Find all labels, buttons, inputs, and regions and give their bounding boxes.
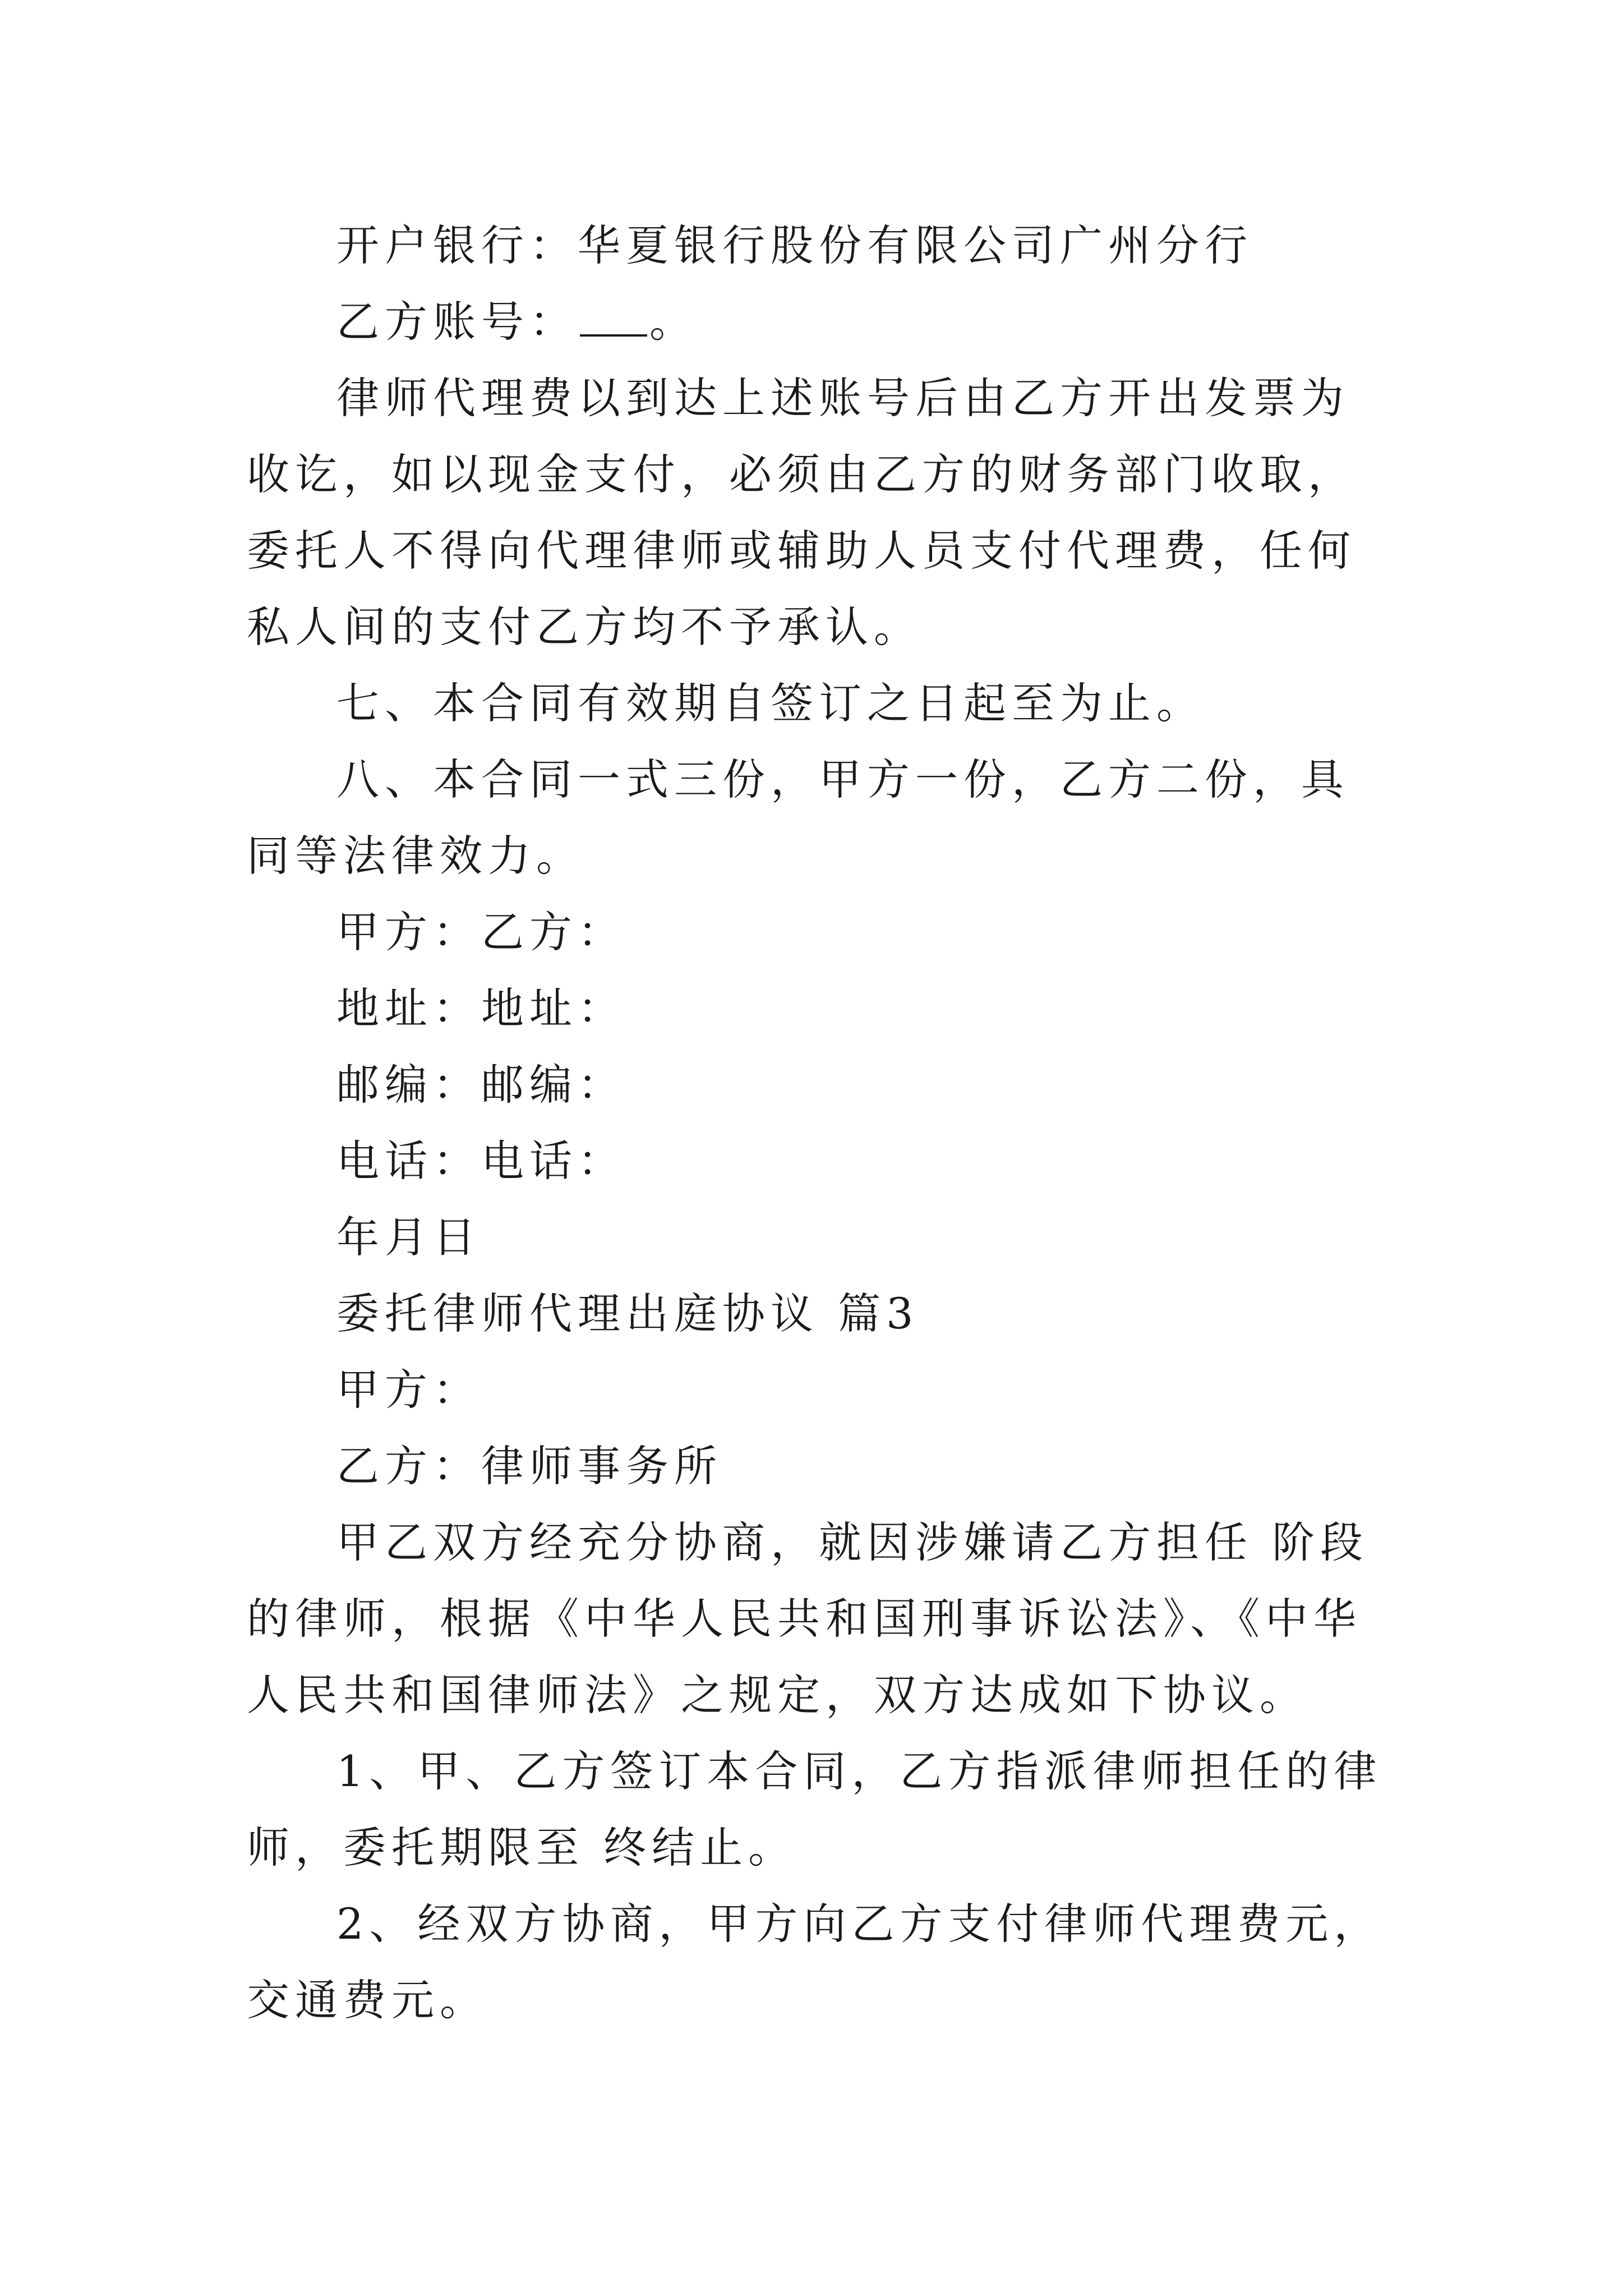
party-a-line: 甲方： (336, 1365, 481, 1415)
clause-7: 七、本合同有效期自签订之日起至为止。 (336, 678, 1205, 728)
signature-address-line: 地址：地址： (336, 983, 626, 1033)
signature-postcode-line: 邮编：邮编： (336, 1060, 626, 1110)
item-1-paragraph: 1、甲、乙方签订本合同，乙方指派律师担任的律师，委托期限至 终结止。 (247, 1746, 1382, 1872)
bank-line: 开户银行：华夏银行股份有限公司广州分行 (336, 220, 1253, 270)
account-line (247, 284, 1385, 360)
account-label: 乙方账号： (336, 297, 578, 347)
signature-phone-line: 电话：电话： (336, 1136, 626, 1186)
document-body (247, 208, 1385, 2039)
signature-date-line: 年月日 (336, 1212, 481, 1262)
account-end: 。 (649, 297, 698, 347)
signature-party-line: 甲方：乙方： (336, 907, 626, 957)
fee-payment-paragraph: 律师代理费以到达上述账号后由乙方开出发票为收讫，如以现金支付，必须由乙方的财务部门收取，委托人不得向代理律师或辅助人员支付代理费，任何私人间的支付乙方均不予承认。 (247, 373, 1356, 652)
item-2-paragraph: 2、经双方协商，甲方向乙方支付律师代理费元，交通费元。 (247, 1899, 1382, 2025)
clause-8: 八、本合同一式三份，甲方一份，乙方二份，具同等法律效力。 (247, 754, 1349, 881)
section-title: 委托律师代理出庭协议 篇3 (336, 1289, 919, 1338)
account-blank (580, 323, 647, 337)
intro-paragraph: 甲乙双方经充分协商，就因涉嫌请乙方担任 阶段的律师，根据《中华人民共和国刑事诉讼法》、《中华人民共和国律师法》之规定，双方达成如下协议。 (247, 1517, 1369, 1720)
party-b-line: 乙方：律师事务所 (336, 1441, 722, 1491)
